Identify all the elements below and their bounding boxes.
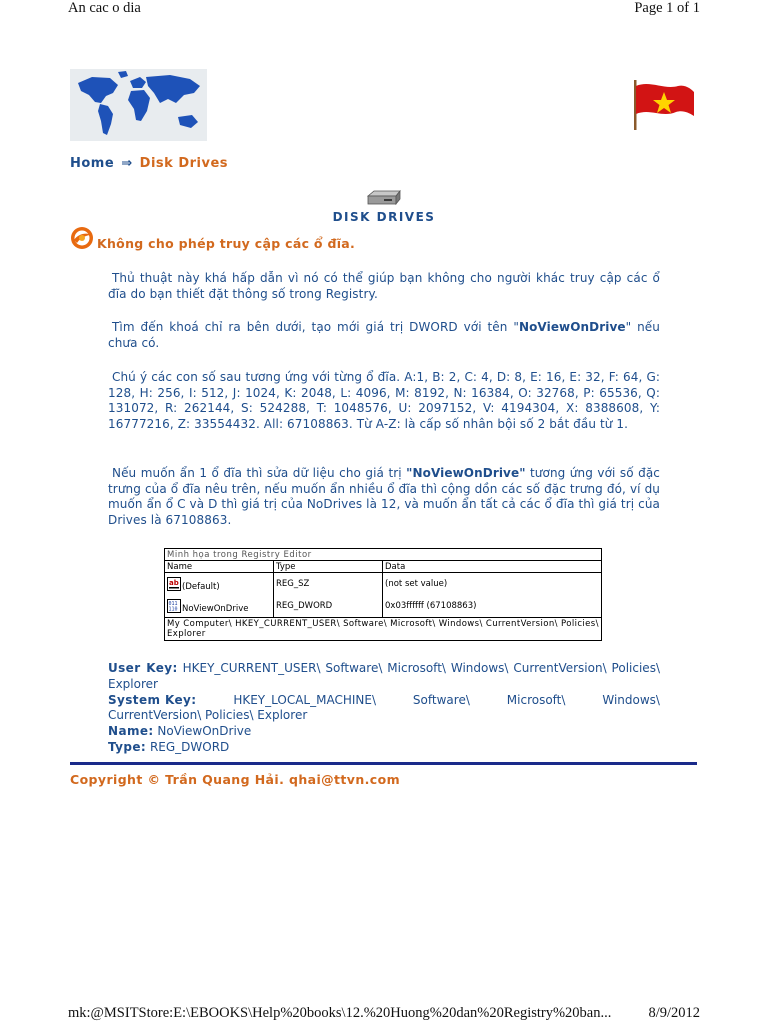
registry-path: My Computer\ HKEY_CURRENT_USER\ Software\ Microsoft\ Windows\ CurrentVersion\ Policies\ Explorer (165, 618, 602, 641)
print-footer (0, 1005, 768, 1025)
value-name: (Default) (182, 581, 220, 592)
print-header (0, 0, 768, 20)
paragraph-text: " nếu chưa có. (108, 320, 660, 350)
type-label: Type: (108, 739, 147, 754)
registry-path-row (165, 618, 602, 641)
system-key-part: HKEY_LOCAL_MACHINE\ (233, 692, 377, 707)
value-name-cell (165, 573, 274, 596)
column-header-data: Data (383, 561, 602, 573)
binary-value-icon (167, 599, 181, 613)
system-key-continuation: CurrentVersion\ Policies\ Explorer (108, 708, 308, 723)
paragraph-text: tương ứng với số đặc trưng của ổ đĩa nêu trên, nếu muốn ẩn nhiều ổ đĩa thì cộng dồn các số đặc trưng đó, ví dụ muốn ẩn ổ C và D thì giá trị của NoDrives là 12, và muốn ẩn tất cả các ổ đĩa thì giá trị của Drives là 67108863. (108, 466, 660, 527)
type-line (108, 740, 660, 756)
table-row (165, 573, 602, 596)
registry-table-caption-row (165, 549, 602, 561)
print-header-title: An cac o dia (68, 0, 141, 16)
registry-table-caption: Minh họa trong Registry Editor (165, 549, 602, 561)
page-title: DISK DRIVES (332, 210, 436, 224)
value-type: REG_SZ (274, 573, 383, 596)
value-data: (not set value) (383, 573, 602, 596)
svg-text:011: 011 (168, 600, 178, 607)
paragraph-drive-numbers: Chú ý các con số sau tương ứng với từng ổ đĩa. A:1, B: 2, C: 4, D: 8, E: 16, E: 32, F: 64, G: 128, H: 256, I: 512, J: 1024, K: 2048, L: 4096, M: 8192, N: 16384, O: 32768, P: 65536, Q: 131072, R: 262144, S: 524288, T: 1048576, U: 2097152, V: 4194304, X: 8388608, Y: 16777216, Z: 33554432. All: 67108863. Từ A-Z: là cấp số nhân bội số 2 bắt đầu từ 1. (108, 370, 660, 431)
user-key-line (108, 661, 660, 693)
string-value-icon (167, 577, 181, 591)
column-header-name: Name (165, 561, 274, 573)
value-name-bold: "NoViewOnDrive" (406, 466, 526, 480)
value-name: NoViewOnDrive (182, 603, 249, 614)
breadcrumb-arrow-icon: ⇒ (121, 156, 133, 171)
registry-keys-block (108, 661, 660, 756)
section-heading: Không cho phép truy cập các ổ đĩa. (97, 236, 356, 251)
user-key-label: User Key: (108, 661, 178, 675)
svg-text:ab: ab (169, 578, 179, 587)
copyright-notice: Copyright © Trần Quang Hải. qhai@ttvn.com (70, 772, 401, 787)
print-header-page: Page 1 of 1 (634, 0, 700, 16)
name-value: NoViewOnDrive (157, 724, 252, 739)
system-key-part: Software\ (412, 692, 470, 707)
paragraph-intro: Thủ thuật này khá hấp dẫn vì nó có thể giúp bạn không cho người khác truy cập các ổ đĩa do bạn thiết đặt thông số trong Registry. (108, 271, 660, 301)
breadcrumb-current: Disk Drives (139, 156, 228, 171)
vietnam-flag-image (630, 78, 696, 132)
divider (70, 762, 697, 765)
registry-table-header-row (165, 561, 602, 573)
registry-editor-table (164, 548, 602, 641)
system-key-part: Microsoft\ (506, 692, 566, 707)
column-header-type: Type (274, 561, 383, 573)
value-name-cell (165, 595, 274, 618)
name-line (108, 724, 660, 740)
system-key-part: Windows\ (602, 692, 660, 707)
bullet-icon (70, 226, 94, 250)
table-row (165, 595, 602, 618)
value-name-bold: NoViewOnDrive (518, 320, 626, 334)
paragraph-text: Tìm đến khoá chỉ ra bên dưới, tạo mới giá trị DWORD với tên " (112, 320, 519, 334)
world-map-image (70, 69, 207, 141)
value-data: 0x03ffffff (67108863) (383, 595, 602, 618)
svg-text:110: 110 (168, 606, 178, 612)
value-type: REG_DWORD (274, 595, 383, 618)
system-key-line (108, 693, 660, 709)
disk-drive-icon (366, 189, 402, 207)
name-label: Name: (108, 724, 154, 739)
paragraph-text: Nếu muốn ẩn 1 ổ đĩa thì sửa dữ liệu cho giá trị (112, 466, 407, 480)
paragraph-create-value (108, 320, 660, 351)
paragraph-hide-drives (108, 466, 660, 528)
print-footer-url: mk:@MSITStore:E:\EBOOKS\Help%20books\12.%20Huong%20dan%20Registry%20ban... (68, 1005, 612, 1021)
system-key-label: System Key: (108, 692, 197, 707)
user-key-value: HKEY_CURRENT_USER\ Software\ Microsoft\ Windows\ CurrentVersion\ Policies\ Explorer (108, 661, 660, 691)
breadcrumb-home-link[interactable]: Home (70, 156, 115, 171)
type-value: REG_DWORD (149, 739, 230, 754)
print-footer-date: 8/9/2012 (648, 1005, 700, 1021)
breadcrumb (70, 156, 228, 171)
